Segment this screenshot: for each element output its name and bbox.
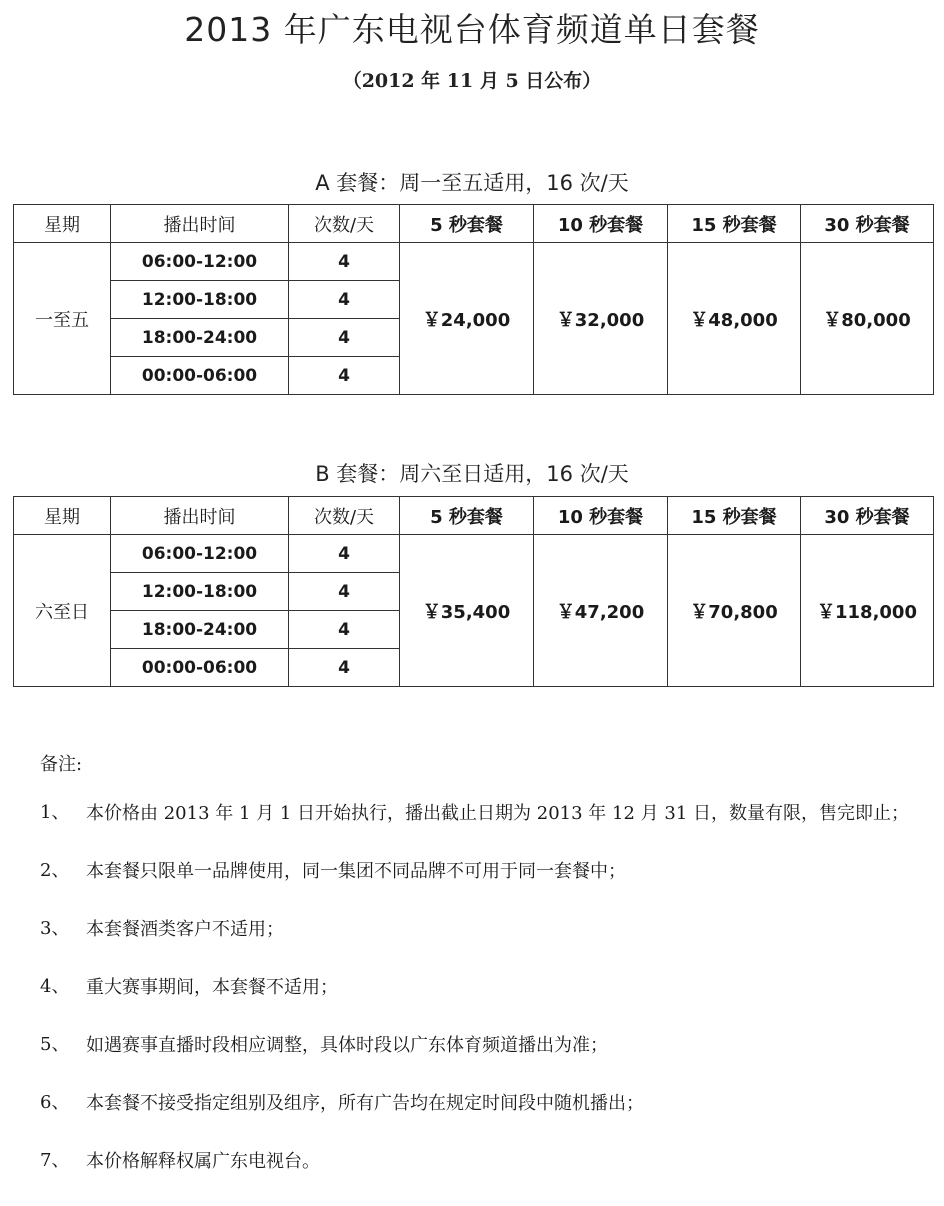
note-text: 本价格解释权属广东电视台。 bbox=[86, 1151, 320, 1172]
time-slot: 18:00-24:00 bbox=[111, 611, 289, 649]
table-row bbox=[14, 535, 934, 573]
header-30s: 30 秒套餐 bbox=[801, 497, 934, 535]
time-slot: 18:00-24:00 bbox=[111, 319, 289, 357]
price-10s: ￥47,200 bbox=[534, 535, 668, 687]
day-range: 六至日 bbox=[14, 535, 111, 687]
time-slot: 06:00-12:00 bbox=[111, 243, 289, 281]
header-day: 星期 bbox=[14, 497, 111, 535]
note-item bbox=[40, 800, 920, 837]
notes-label: 备注: bbox=[40, 754, 83, 775]
note-item bbox=[40, 1032, 920, 1069]
header-count: 次数/天 bbox=[289, 497, 400, 535]
day-range: 一至五 bbox=[14, 243, 111, 395]
time-slot: 00:00-06:00 bbox=[111, 649, 289, 687]
price-30s: ￥80,000 bbox=[801, 243, 934, 395]
header-count: 次数/天 bbox=[289, 205, 400, 243]
table-header-row bbox=[14, 205, 934, 243]
package-b-heading: B 套餐：周六至日适用，16 次/天 bbox=[315, 462, 629, 486]
time-slot: 12:00-18:00 bbox=[111, 281, 289, 319]
note-number: 3、 bbox=[40, 918, 70, 939]
time-slot: 00:00-06:00 bbox=[111, 357, 289, 395]
time-slot: 06:00-12:00 bbox=[111, 535, 289, 573]
times-per-day: 4 bbox=[289, 357, 400, 395]
times-per-day: 4 bbox=[289, 281, 400, 319]
price-5s: ￥35,400 bbox=[400, 535, 534, 687]
price-30s: ￥118,000 bbox=[801, 535, 934, 687]
header-10s: 10 秒套餐 bbox=[534, 497, 668, 535]
package-a-table bbox=[13, 204, 934, 395]
note-text: 本套餐酒类客户不适用； bbox=[86, 919, 284, 940]
times-per-day: 4 bbox=[289, 649, 400, 687]
time-slot: 12:00-18:00 bbox=[111, 573, 289, 611]
note-number: 5、 bbox=[40, 1034, 70, 1055]
note-text: 本套餐不接受指定组别及组序，所有广告均在规定时间段中随机播出； bbox=[86, 1093, 644, 1114]
table-header-row bbox=[14, 497, 934, 535]
note-item bbox=[40, 858, 920, 895]
package-b-table bbox=[13, 496, 934, 687]
header-time: 播出时间 bbox=[111, 205, 289, 243]
price-10s: ￥32,000 bbox=[534, 243, 668, 395]
times-per-day: 4 bbox=[289, 611, 400, 649]
note-number: 1、 bbox=[40, 802, 70, 823]
note-item bbox=[40, 974, 920, 1011]
header-day: 星期 bbox=[14, 205, 111, 243]
header-5s: 5 秒套餐 bbox=[400, 497, 534, 535]
header-15s: 15 秒套餐 bbox=[668, 497, 801, 535]
price-15s: ￥48,000 bbox=[668, 243, 801, 395]
price-15s: ￥70,800 bbox=[668, 535, 801, 687]
publish-date: （2012 年 11 月 5 日公布） bbox=[342, 70, 602, 92]
times-per-day: 4 bbox=[289, 243, 400, 281]
price-5s: ￥24,000 bbox=[400, 243, 534, 395]
header-30s: 30 秒套餐 bbox=[801, 205, 934, 243]
note-item bbox=[40, 1090, 920, 1127]
times-per-day: 4 bbox=[289, 319, 400, 357]
note-item bbox=[40, 916, 920, 953]
header-15s: 15 秒套餐 bbox=[668, 205, 801, 243]
note-text: 本套餐只限单一品牌使用，同一集团不同品牌不可用于同一套餐中； bbox=[86, 861, 626, 882]
header-10s: 10 秒套餐 bbox=[534, 205, 668, 243]
note-text: 本价格由 2013 年 1 月 1 日开始执行，播出截止日期为 2013 年 12 月 31 日，数量有限，售完即止； bbox=[86, 803, 909, 824]
note-number: 4、 bbox=[40, 976, 70, 997]
page-title: 2013 年广东电视台体育频道单日套餐 bbox=[184, 10, 760, 49]
header-time: 播出时间 bbox=[111, 497, 289, 535]
note-number: 2、 bbox=[40, 860, 70, 881]
note-item bbox=[40, 1148, 920, 1185]
package-a-heading: A 套餐：周一至五适用，16 次/天 bbox=[315, 171, 629, 195]
times-per-day: 4 bbox=[289, 535, 400, 573]
note-text: 重大赛事期间，本套餐不适用； bbox=[86, 977, 338, 998]
header-5s: 5 秒套餐 bbox=[400, 205, 534, 243]
note-number: 6、 bbox=[40, 1092, 70, 1113]
times-per-day: 4 bbox=[289, 573, 400, 611]
table-row bbox=[14, 243, 934, 281]
note-number: 7、 bbox=[40, 1150, 70, 1171]
notes-section bbox=[40, 750, 920, 1206]
note-text: 如遇赛事直播时段相应调整，具体时段以广东体育频道播出为准； bbox=[86, 1035, 608, 1056]
